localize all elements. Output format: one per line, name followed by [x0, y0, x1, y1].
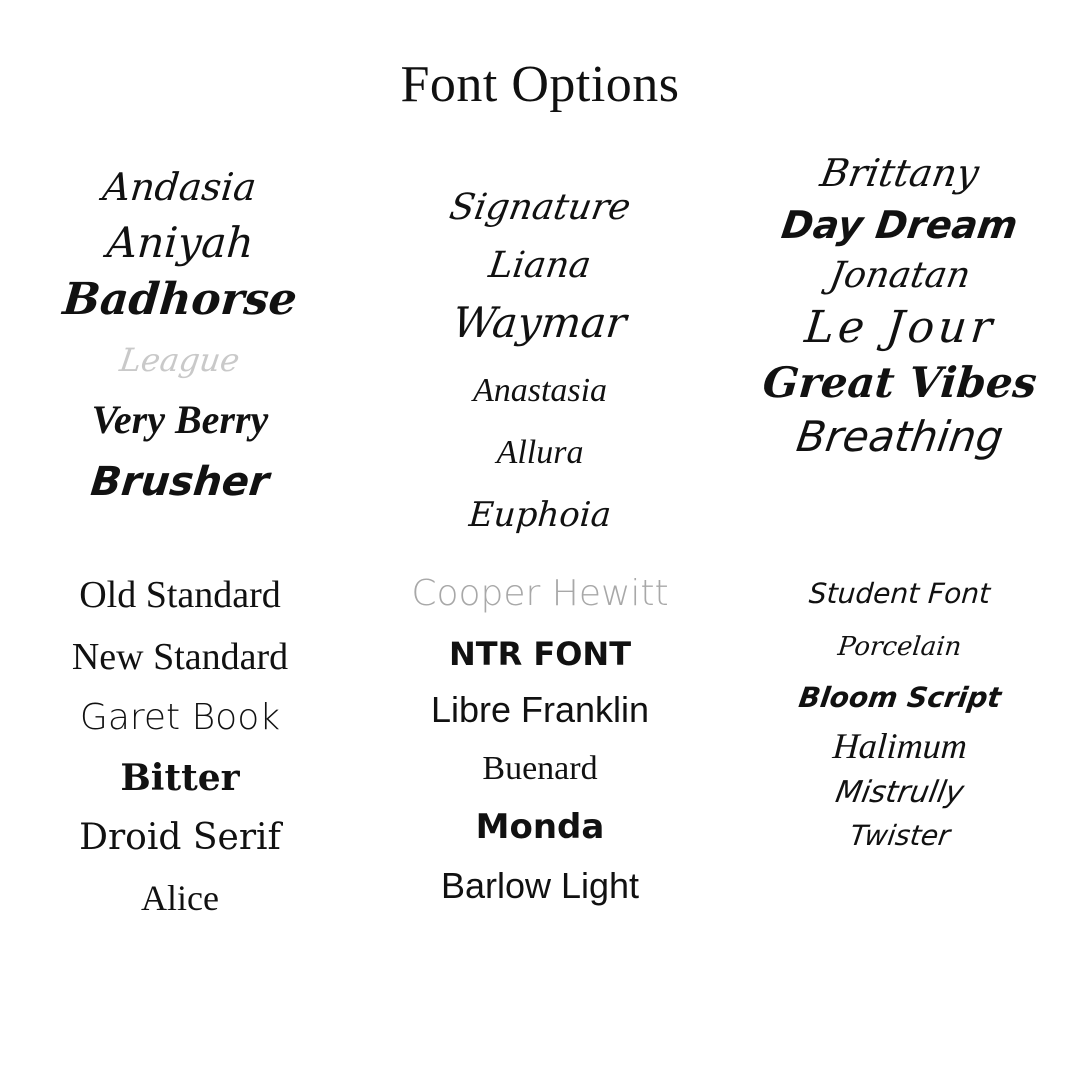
- font-sample-le-jour[interactable]: Le Jour: [801, 302, 999, 353]
- page-title: Font Options: [400, 56, 680, 113]
- column-1-script: [0, 132, 360, 532]
- column-2-script: [360, 132, 720, 535]
- font-sample-bitter[interactable]: Bitter: [120, 757, 240, 799]
- font-sample-great-vibes[interactable]: Great Vibes: [761, 358, 1039, 407]
- column-3-script: [720, 132, 1080, 532]
- font-sample-league[interactable]: League: [117, 341, 243, 379]
- font-sample-euphoia[interactable]: Euphoia: [467, 495, 613, 535]
- font-sample-bloom-script[interactable]: Bloom Script: [796, 681, 1004, 714]
- font-sample-libre-franklin[interactable]: Libre Franklin: [430, 689, 650, 730]
- font-sample-buenard[interactable]: Buenard: [482, 750, 598, 787]
- font-sample-barlow-light[interactable]: Barlow Light: [440, 865, 640, 906]
- font-sample-badhorse[interactable]: Badhorse: [60, 274, 300, 325]
- column-1-print: [0, 576, 360, 916]
- font-sample-breathing[interactable]: Breathing: [793, 412, 1007, 461]
- font-sample-monda[interactable]: Monda: [475, 807, 605, 847]
- font-sample-old-standard[interactable]: Old Standard: [79, 574, 281, 616]
- font-sample-cooper-hewitt[interactable]: Cooper Hewitt: [411, 573, 669, 614]
- font-sample-brusher[interactable]: Brusher: [88, 459, 272, 505]
- font-sample-brittany[interactable]: Brittany: [817, 151, 983, 195]
- font-sample-porcelain[interactable]: Porcelain: [836, 632, 964, 662]
- font-sample-new-standard[interactable]: New Standard: [71, 636, 289, 678]
- font-sample-jonatan[interactable]: Jonatan: [826, 255, 974, 296]
- font-sample-day-dream[interactable]: Day Dream: [779, 203, 1021, 247]
- font-sample-very-berry[interactable]: Very Berry: [91, 397, 269, 442]
- font-sample-alice[interactable]: Alice: [141, 878, 219, 918]
- font-sample-twister[interactable]: Twister: [847, 819, 953, 852]
- font-sample-liana[interactable]: Liana: [486, 245, 594, 286]
- column-2-print: [360, 573, 720, 916]
- script-samples-grid: [0, 132, 1080, 535]
- font-sample-waymar[interactable]: Waymar: [450, 298, 630, 347]
- font-sample-student-font[interactable]: Student Font: [808, 577, 992, 610]
- font-sample-mistrully[interactable]: Mistrully: [833, 775, 967, 810]
- font-sample-signature[interactable]: Signature: [446, 187, 634, 228]
- font-sample-allura[interactable]: Allura: [496, 434, 584, 471]
- font-sample-droid-serif[interactable]: Droid Serif: [79, 817, 281, 858]
- print-samples-grid: [0, 573, 1080, 918]
- column-3-print: [720, 576, 1080, 916]
- font-sample-andasia[interactable]: Andasia: [101, 165, 259, 209]
- font-sample-ntr-font[interactable]: NTR FONT: [448, 635, 632, 673]
- font-sample-aniyah[interactable]: Aniyah: [104, 218, 256, 267]
- font-sample-halimum[interactable]: Halimum: [831, 726, 969, 766]
- font-sample-garet-book[interactable]: Garet Book: [79, 697, 281, 738]
- font-sample-anastasia[interactable]: Anastasia: [472, 372, 608, 409]
